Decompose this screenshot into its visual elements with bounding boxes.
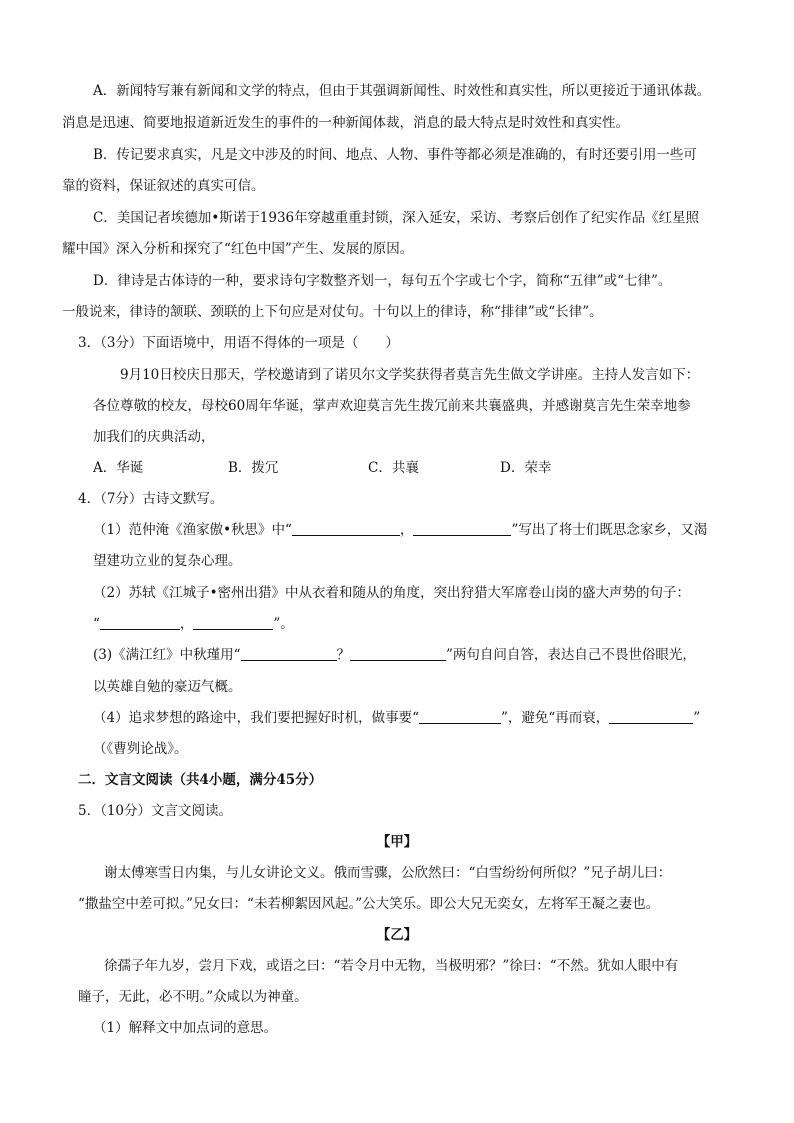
q4-sub3-blank-1[interactable]: [241, 646, 337, 661]
q4-sub3-separator: ？: [336, 647, 351, 663]
q4-sub3-line2: 以英雄自勉的豪迈气概。: [93, 679, 242, 695]
q2-option-b-line2: 靠的资料，保证叙述的真实可信。: [62, 178, 265, 194]
q4-sub4-line1: [93, 709, 700, 727]
q4-sub4-blank-1[interactable]: [419, 709, 501, 724]
passage-jia-title: 【甲】: [376, 834, 418, 850]
q4-sub1-separator: ，: [399, 522, 414, 538]
q3-context-line1: 9月10日校庆日那天，学校邀请到了诺贝尔文学奖获得者莫言先生做文学讲座。主持人发言如下：: [120, 367, 700, 383]
q2-option-a-line1: A．新闻特写兼有新闻和文学的特点，但由于其强调新闻性、时效性和真实性，所以更接近于通讯体裁。: [93, 83, 711, 99]
q4-sub2-open-quote: “: [93, 616, 100, 632]
q4-sub1-line2: 望建功立业的复杂心理。: [93, 553, 242, 569]
q4-sub1-line1: [93, 521, 707, 539]
q2-option-b-line1: B．传记要求真实，凡是文中涉及的时间、地点、人物、事件等都必须是准确的，有时还要引用一些可: [93, 147, 697, 163]
q5-sub1: （1）解释文中加点词的意思。: [93, 1020, 278, 1036]
q4-sub2-blank-2[interactable]: [193, 615, 273, 630]
q2-option-c-line1: C．美国记者埃德加•斯诺于1936年穿越重重封锁，深入延安，采访、考察后创作了纪实作品《红星照: [93, 210, 700, 226]
q3-stem: 3．（3分）下面语境中，用语不得体的一项是（ ）: [78, 335, 399, 351]
q4-sub3-line1: [93, 646, 696, 664]
q3-option-d: D．荣幸: [500, 460, 552, 476]
q4-sub3-suffix: ”两句自问自答，表达自己不畏世俗眼光，: [446, 647, 696, 663]
q3-option-b: B．拨冗: [228, 460, 279, 476]
q2-option-d-line2: 一般说来，律诗的颔联、颈联的上下句应是对仗句。十句以上的律诗，称“排律”或“长律”。: [62, 304, 603, 320]
section-heading: 二．文言文阅读（共4小题，满分45分）: [78, 772, 323, 788]
q4-sub4-prefix: （4）追求梦想的路途中，我们要把握好时机，做事要“: [93, 710, 419, 726]
passage-yi-title: 【乙】: [376, 927, 418, 943]
q3-option-a: A．华诞: [93, 460, 144, 476]
q4-sub2-line1: （2）苏轼《江城子•密州出猎》中从衣着和随从的角度，突出狩猎大军席卷山岗的盛大声势的句子：: [93, 585, 691, 601]
q4-sub1-prefix: （1）范仲淹《渔家傲•秋思》中“: [93, 522, 292, 538]
q4-sub4-line2: （《曹刿论战》。: [93, 741, 188, 757]
q4-sub1-blank-2[interactable]: [413, 521, 511, 536]
q4-sub3-blank-2[interactable]: [350, 646, 446, 661]
passage-yi-line2: 瞳子，无此，必不明。”众咸以为神童。: [78, 989, 308, 1005]
q5-stem: 5．（10分）文言文阅读。: [78, 803, 233, 819]
passage-jia-line2: “撒盐空中差可拟。”兄女曰：“未若柳絮因风起。”公大笑乐。即公大兄无奕女，左将军王凝之妻也。: [78, 896, 660, 912]
q4-stem: 4．（7分）古诗文默写。: [78, 491, 224, 507]
q4-sub1-blank-1[interactable]: [292, 521, 400, 536]
q3-context-line2: 各位尊敬的校友，母校60周年华诞，掌声欢迎莫言先生拨冗前来共襄盛典，并感谢莫言先生荣幸地参: [93, 398, 691, 414]
q3-option-c: C．共襄: [368, 460, 419, 476]
q4-sub4-close-quote: ”: [693, 710, 701, 726]
q2-option-a-line2: 消息是迅速、简要地报道新近发生的事件的一种新闻体裁，消息的最大特点是时效性和真实性。: [62, 115, 629, 131]
q4-sub4-middle: ”，避免“再而衰，: [501, 710, 610, 726]
passage-jia-line1: 谢太傅寒雪日内集，与儿女讲论文义。俄而雪骤，公欣然曰：“白雪纷纷何所似？”兄子胡儿曰：: [104, 865, 672, 881]
q3-context-line3: 加我们的庆典活动，: [93, 429, 215, 445]
q4-sub1-suffix: ”写出了将士们既思念家乡，又渴: [511, 522, 708, 538]
passage-yi-line1: 徐孺子年九岁，尝月下戏，或语之曰：“若令月中无物，当极明邪？”徐曰：“不然。犹如人眼中有: [104, 958, 679, 974]
q2-option-d-line1: D．律诗是古体诗的一种，要求诗句字数整齐划一，每句五个字或七个字，简称“五律”或“七律”。: [93, 273, 672, 289]
q4-sub2-line2: [93, 615, 294, 633]
q4-sub2-separator: ，: [179, 616, 194, 632]
q4-sub2-close-quote: ”。: [273, 616, 294, 632]
q4-sub4-blank-2[interactable]: [609, 709, 693, 724]
q2-option-c-line2: 耀中国》深入分析和探究了“红色中国”产生、发展的原因。: [62, 241, 414, 257]
q4-sub2-blank-1[interactable]: [100, 615, 180, 630]
q4-sub3-prefix: (3)《满江红》中秋瑾用“: [93, 647, 241, 663]
